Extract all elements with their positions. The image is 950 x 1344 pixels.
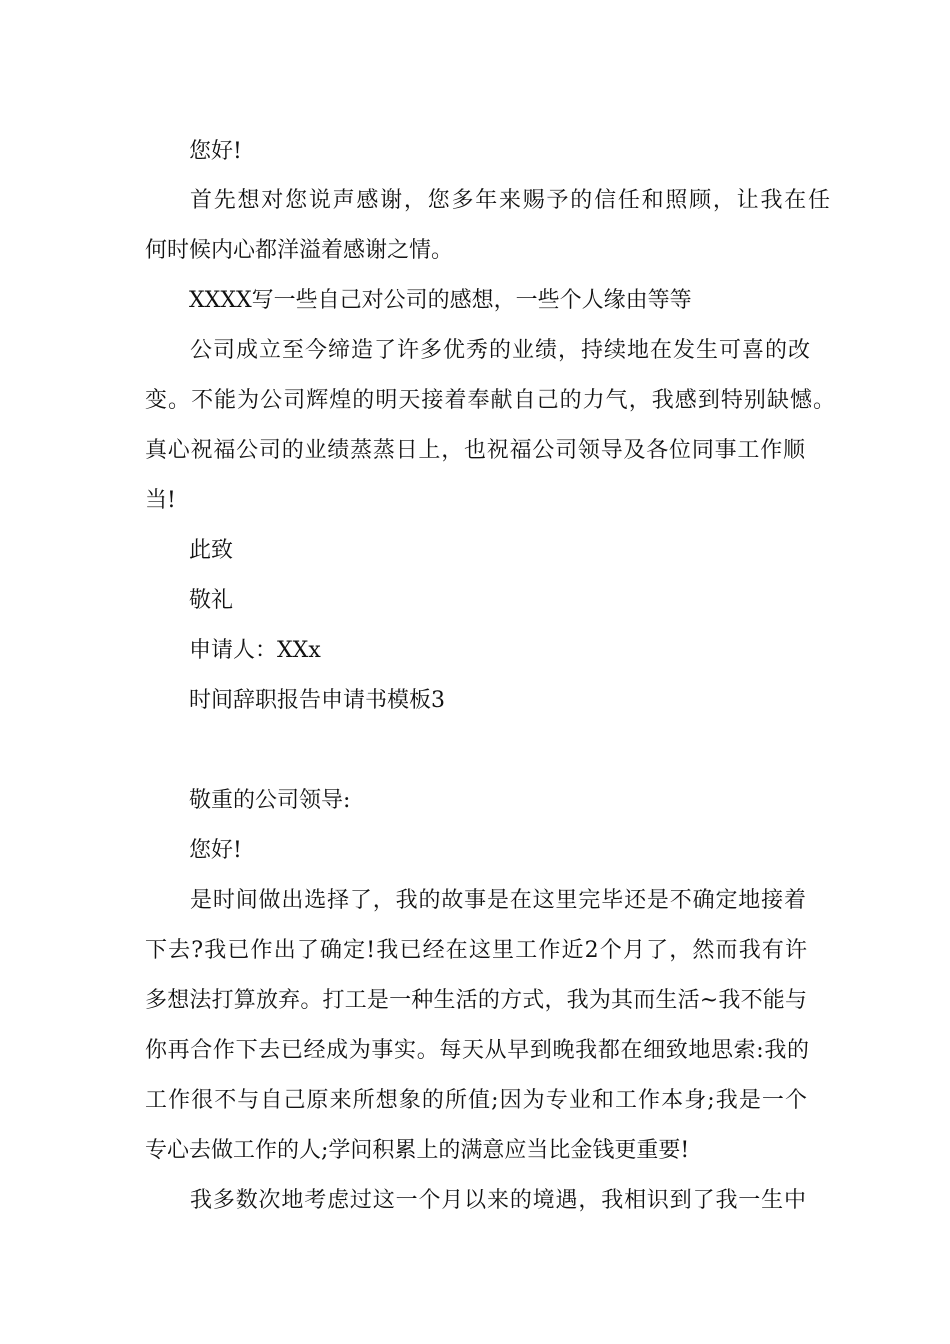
paragraph-line: 工作很不与自己原来所想象的所值;因为专业和工作本身;我是一个: [145, 1088, 807, 1113]
salutation-line: 敬重的公司领导:: [189, 788, 351, 813]
paragraph-line: 真心祝福公司的业绩蒸蒸日上，也祝福公司领导及各位同事工作顺: [145, 438, 805, 463]
paragraph-line: 下去?我已作出了确定!我已经在这里工作近2个月了，然而我有许: [145, 938, 807, 963]
section-title: 时间辞职报告申请书模板3: [189, 688, 445, 713]
paragraph-line: 变。不能为公司辉煌的明天接着奉献自己的力气，我感到特别缺憾。: [145, 388, 835, 413]
greeting-line: 您好!: [189, 838, 242, 863]
paragraph-line: 专心去做工作的人;学问积累上的满意应当比金钱更重要!: [145, 1138, 690, 1163]
paragraph-line: 我多数次地考虑过这一个月以来的境遇，我相识到了我一生中: [190, 1188, 806, 1213]
paragraph-line: 首先想对您说声感谢，您多年来赐予的信任和照顾，让我在任: [190, 188, 830, 213]
greeting-line: 您好!: [189, 139, 242, 164]
paragraph-line: 多想法打算放弃。打工是一种生活的方式，我为其而生活~我不能与: [145, 988, 807, 1013]
paragraph-line: 是时间做出选择了，我的故事是在这里完毕还是不确定地接着: [190, 888, 806, 913]
paragraph-line: 何时候内心都洋溢着感谢之情。: [145, 238, 454, 263]
signature-line: 申请人：XXx: [189, 638, 321, 663]
closing-line: 敬礼: [189, 588, 234, 613]
paragraph-line: XXXX写一些自己对公司的感想，一些个人缘由等等: [189, 288, 692, 313]
paragraph-line: 当!: [145, 488, 176, 513]
paragraph-line: 你再合作下去已经成为事实。每天从早到晚我都在细致地思索:我的: [145, 1038, 809, 1063]
paragraph-line: 公司成立至今缔造了许多优秀的业绩，持续地在发生可喜的改: [190, 338, 810, 363]
closing-line: 此致: [189, 538, 234, 563]
